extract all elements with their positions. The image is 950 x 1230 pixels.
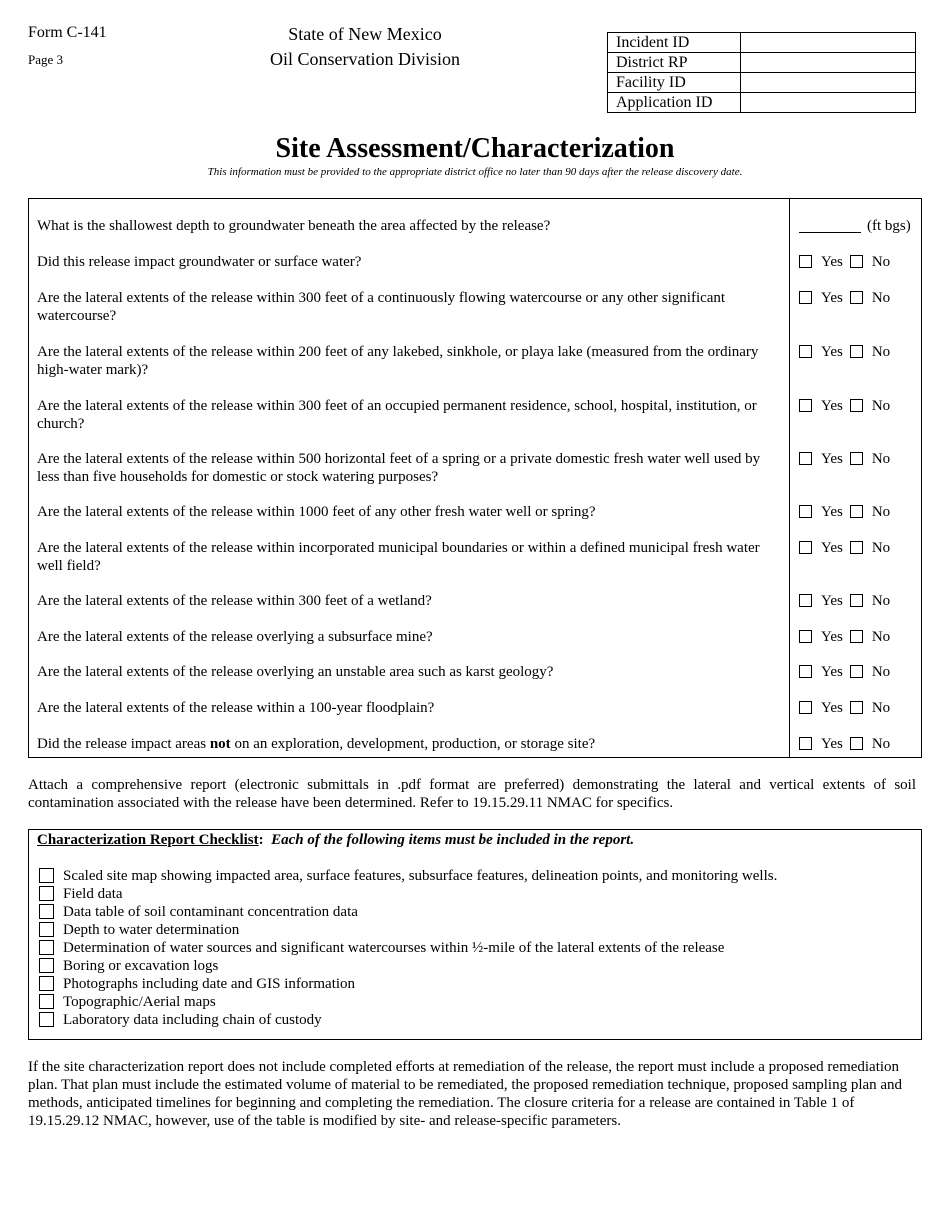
question-10: Are the lateral extents of the release overlying a subsurface mine?	[37, 629, 433, 645]
checklist-item: Boring or excavation logs	[39, 957, 218, 975]
checklist-checkbox[interactable]	[39, 976, 54, 991]
yes-no-11: Yes No	[799, 663, 890, 681]
yes-checkbox[interactable]	[799, 345, 812, 358]
page-number: Page 3	[28, 52, 64, 67]
no-checkbox[interactable]	[850, 255, 863, 268]
checklist-checkbox[interactable]	[39, 886, 54, 901]
checklist-checkbox[interactable]	[39, 994, 54, 1009]
checklist-checkbox[interactable]	[39, 922, 54, 937]
state-name: State of New Mexico	[288, 24, 442, 44]
yes-no-9: Yes No	[799, 592, 890, 610]
yes-no-5: Yes No	[799, 397, 890, 415]
facility-id-field[interactable]	[741, 73, 916, 93]
question-11: Are the lateral extents of the release overlying an unstable area such as karst geology?	[37, 664, 554, 680]
division-name: Oil Conservation Division	[270, 49, 460, 69]
no-checkbox[interactable]	[850, 665, 863, 678]
id-row-facility	[608, 73, 916, 93]
checklist-checkbox[interactable]	[39, 940, 54, 955]
no-checkbox[interactable]	[850, 594, 863, 607]
yes-no-12: Yes No	[799, 699, 890, 717]
depth-answer	[799, 217, 911, 235]
form-number: Form C-141	[28, 24, 107, 41]
page-title: Site Assessment/Characterization	[275, 133, 675, 164]
yes-checkbox[interactable]	[799, 594, 812, 607]
no-checkbox[interactable]	[850, 630, 863, 643]
district-rp-label: District RP	[608, 53, 741, 73]
depth-unit: (ft bgs)	[867, 218, 911, 234]
district-rp-field[interactable]	[741, 53, 916, 73]
yes-checkbox[interactable]	[799, 399, 812, 412]
yes-checkbox[interactable]	[799, 452, 812, 465]
checklist-checkbox[interactable]	[39, 904, 54, 919]
remediation-instructions: If the site characterization report does not include completed efforts at remediation of the release, the report must include a proposed remediation plan. That plan must include the estimated volume of material to be remediated, the proposed remediation technique, proposed sampling plan and methods, anticipated timelines for beginning and completing the remediation. The closure criteria for a release are contained in Table 1 of 19.15.29.12 NMAC, however, use of the table is modified by site- and release-specific parameters.	[28, 1059, 903, 1129]
id-table	[607, 32, 916, 113]
no-checkbox[interactable]	[850, 541, 863, 554]
question-5: Are the lateral extents of the release within 300 feet of an occupied permanent residence, school, hospital, institution, or church?	[37, 398, 757, 432]
no-checkbox[interactable]	[850, 505, 863, 518]
question-12: Are the lateral extents of the release within a 100-year floodplain?	[37, 700, 435, 716]
application-id-label: Application ID	[608, 93, 741, 113]
checklist-checkbox[interactable]	[39, 958, 54, 973]
emphasis-not: not	[209, 736, 231, 752]
checklist-heading: Characterization Report Checklist: Each of the following items must be included in the report.	[37, 832, 635, 848]
column-divider	[789, 198, 790, 758]
question-4: Are the lateral extents of the release within 200 feet of any lakebed, sinkhole, or playa lake (measured from the ordinary high-water mark)?	[37, 344, 759, 378]
question-8: Are the lateral extents of the release within incorporated municipal boundaries or within a defined municipal fresh water well field?	[37, 540, 760, 574]
yes-no-2: Yes No	[799, 253, 890, 271]
yes-no-13: Yes No	[799, 735, 890, 753]
yes-no-8: Yes No	[799, 539, 890, 557]
incident-id-label: Incident ID	[608, 33, 741, 53]
no-checkbox[interactable]	[850, 345, 863, 358]
checklist-item: Photographs including date and GIS information	[39, 975, 355, 993]
id-row-application	[608, 93, 916, 113]
checklist-item: Scaled site map showing impacted area, surface features, subsurface features, delineation points, and monitoring wells.	[39, 867, 777, 885]
yes-no-7: Yes No	[799, 503, 890, 521]
facility-id-label: Facility ID	[608, 73, 741, 93]
no-checkbox[interactable]	[850, 701, 863, 714]
application-id-field[interactable]	[741, 93, 916, 113]
question-13: Did the release impact areas not on an exploration, development, production, or storage site?	[37, 736, 596, 752]
question-1: What is the shallowest depth to groundwater beneath the area affected by the release?	[37, 218, 551, 234]
yes-no-6: Yes No	[799, 450, 890, 468]
depth-input-line[interactable]	[799, 232, 861, 233]
checklist-item: Topographic/Aerial maps	[39, 993, 216, 1011]
question-3: Are the lateral extents of the release within 300 feet of a continuously flowing watercourse or any other significant watercourse?	[37, 290, 726, 324]
question-6: Are the lateral extents of the release within 500 horizontal feet of a spring or a private domestic fresh water well used by less than five households for domestic or stock watering purposes?	[37, 451, 761, 485]
checklist-checkbox[interactable]	[39, 868, 54, 883]
page-subtitle: This information must be provided to the appropriate district office no later than 90 days after the release discovery date.	[207, 166, 743, 178]
yes-checkbox[interactable]	[799, 630, 812, 643]
question-2: Did this release impact groundwater or surface water?	[37, 254, 362, 270]
questions-table	[28, 198, 922, 758]
no-checkbox[interactable]	[850, 399, 863, 412]
question-7: Are the lateral extents of the release within 1000 feet of any other fresh water well or spring?	[37, 504, 596, 520]
incident-id-field[interactable]	[741, 33, 916, 53]
report-checklist	[28, 829, 922, 1040]
no-checkbox[interactable]	[850, 452, 863, 465]
yes-checkbox[interactable]	[799, 255, 812, 268]
no-checkbox[interactable]	[850, 737, 863, 750]
no-checkbox[interactable]	[850, 291, 863, 304]
checklist-item: Depth to water determination	[39, 921, 239, 939]
yes-checkbox[interactable]	[799, 665, 812, 678]
yes-no-4: Yes No	[799, 343, 890, 361]
checklist-item: Laboratory data including chain of custody	[39, 1011, 322, 1029]
yes-checkbox[interactable]	[799, 505, 812, 518]
agency-header	[240, 22, 490, 72]
yes-checkbox[interactable]	[799, 291, 812, 304]
yes-no-10: Yes No	[799, 628, 890, 646]
yes-no-3: Yes No	[799, 289, 890, 307]
yes-checkbox[interactable]	[799, 541, 812, 554]
checklist-item: Data table of soil contaminant concentration data	[39, 903, 358, 921]
checklist-item: Determination of water sources and significant watercourses within ½-mile of the lateral extents of the release	[39, 939, 724, 957]
yes-checkbox[interactable]	[799, 737, 812, 750]
checklist-item: Field data	[39, 885, 123, 903]
id-row-incident	[608, 33, 916, 53]
attach-instructions: Attach a comprehensive report (electronic submittals in .pdf format are preferred) demonstrating the lateral and vertical extents of soil contamination associated with the release have been determined. Refer to 19.15.29.11 NMAC for specifics.	[28, 777, 916, 811]
checklist-checkbox[interactable]	[39, 1012, 54, 1027]
question-9: Are the lateral extents of the release within 300 feet of a wetland?	[37, 593, 432, 609]
yes-checkbox[interactable]	[799, 701, 812, 714]
id-row-district	[608, 53, 916, 73]
